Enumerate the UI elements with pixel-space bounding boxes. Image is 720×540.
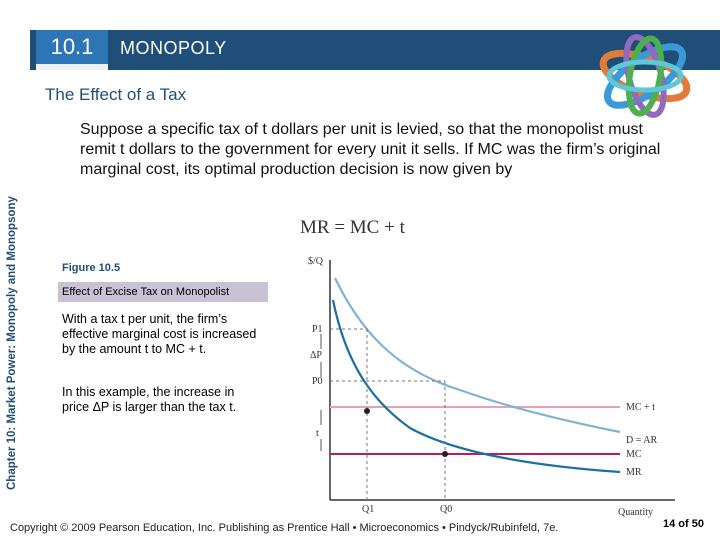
tick-delta-p: ΔP: [310, 350, 322, 361]
tick-p1: P1: [312, 324, 323, 335]
tax-effect-chart: [300, 250, 680, 520]
page-number: 14 of 50: [663, 518, 704, 530]
point-q0: [442, 451, 448, 457]
label-mc-plus-t: MC + t: [626, 402, 655, 413]
figure-text-2: In this example, the increase in price ΔP is larger than the tax t.: [62, 385, 237, 414]
tick-p0: P0: [312, 376, 323, 387]
x-axis-label: Quantity: [618, 507, 653, 518]
figure-caption: Effect of Excise Tax on Monopolist: [58, 282, 268, 302]
series-demand: [335, 278, 620, 432]
label-mr: MR: [626, 467, 642, 478]
rings-logo-icon: [585, 28, 705, 124]
section-title: MONOPOLY: [120, 38, 227, 58]
body-paragraph: Suppose a specific tax of t dollars per unit is levied, so that the monopolist must remit t dollars to the government for every unit it sells. If MC was the firm’s original marginal cost, its optimal production decision is now given by: [80, 121, 661, 178]
point-q1: [364, 408, 370, 414]
footer-copyright: Copyright © 2009 Pearson Education, Inc. Publishing as Prentice Hall • Microeconomics • Pindyck/Rubinfeld, 7e.: [10, 522, 559, 534]
figure-label: Figure 10.5: [62, 262, 121, 274]
figure-text-1: With a tax t per unit, the firm’s effective marginal cost is increased by the amount t to MC + t.: [62, 312, 257, 356]
tick-q1: Q1: [362, 504, 375, 515]
equation: MR = MC + t: [300, 217, 405, 238]
slide-subtitle: The Effect of a Tax: [45, 85, 187, 104]
label-mc: MC: [626, 449, 642, 460]
tick-q0: Q0: [440, 504, 453, 515]
tick-t: t: [316, 428, 319, 439]
section-number: 10.1: [36, 30, 108, 70]
label-demand: D = AR: [626, 435, 658, 446]
chapter-label: Chapter 10: Market Power: Monopoly and Monopsony: [6, 196, 18, 490]
series-mr: [333, 300, 620, 472]
y-axis-label: $/Q: [308, 256, 323, 267]
